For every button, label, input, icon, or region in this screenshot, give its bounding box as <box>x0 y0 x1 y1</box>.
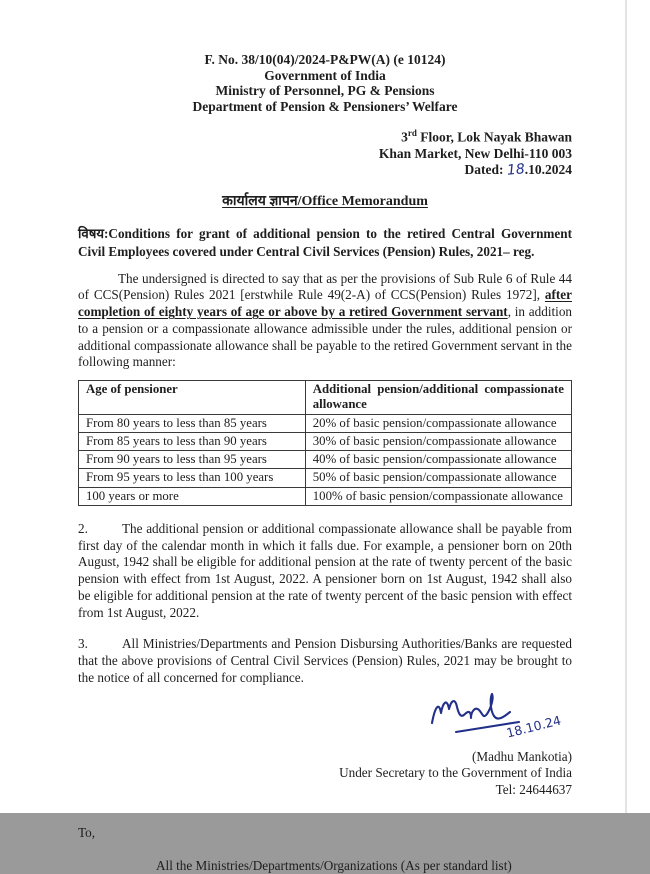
scan-edge-artifact <box>625 0 627 813</box>
handwritten-date-day: 18 <box>506 160 526 179</box>
dated-rest: .10.2024 <box>524 161 572 177</box>
age-range-cell: 100 years or more <box>79 487 306 505</box>
paragraph-2 <box>78 521 572 622</box>
paragraph-1-before: The undersigned is directed to say that as per the provisions of Sub Rule 6 of Rule 44 of CCS(Pension) Rules 2021 [erstwhile Rule 49(2-A) of CCS(Pension) Rules 1972], <box>78 270 572 303</box>
paragraph-1 <box>78 271 572 372</box>
distribution-block <box>78 824 572 874</box>
signatory-designation: Under Secretary to the Government of India <box>339 765 572 781</box>
org-line-ministry: Ministry of Personnel, PG & Pensions <box>215 83 435 98</box>
table-row <box>79 414 572 432</box>
paragraph-2-text: The additional pension or additional compassionate allowance shall be payable from first day of the calendar month in which it falls due. For example, a pensioner born on 20th August, 1942 shall be eligible for additional pension at the rate of twenty percent of the basic pension with effect from 1st August, 2022. A pensioner born on 1st August, 1942 shall also be eligible for additional pension at the rate of twenty percent of the basic pension with effect from 1st August, 2022. <box>78 520 572 620</box>
handwritten-signature <box>78 689 570 749</box>
recipient-line: All the Ministries/Departments/Organizations (As per standard list) <box>156 858 512 874</box>
column-header-age: Age of pensioner <box>79 381 306 414</box>
table-row <box>79 451 572 469</box>
paragraph-3-text: All Ministries/Departments and Pension Disbursing Authorities/Banks are requested that the above provisions of Central Civil Services (Pension) Rules, 2021 may be brought to the notice of all concerned for compliance. <box>78 636 572 686</box>
age-range-cell: From 95 years to less than 100 years <box>79 469 306 487</box>
subject-label: विषय: <box>78 225 109 241</box>
address-line-floor <box>78 125 572 146</box>
building-name: Floor, Lok Nayak Bhawan <box>416 129 572 145</box>
letterhead <box>78 52 572 114</box>
handwritten-signature-date: 18.10.24 <box>505 712 563 741</box>
paragraph-3-number: 3. <box>78 636 88 652</box>
age-range-cell: From 90 years to less than 95 years <box>79 451 306 469</box>
signatory-name: (Madhu Mankotia) <box>472 748 572 764</box>
column-header-allowance: Additional pension/additional compassionate allowance <box>305 381 571 414</box>
age-range-cell: From 85 years to less than 90 years <box>79 432 306 450</box>
allowance-cell: 100% of basic pension/compassionate allowance <box>305 487 571 505</box>
dated-line <box>78 162 572 178</box>
file-number: F. No. 38/10(04)/2024-P&PW(A) (e 10124) <box>204 52 446 67</box>
memo-title <box>78 191 572 210</box>
memo-title-text: कार्यालय ज्ञापन/Office Memorandum <box>222 193 428 209</box>
address-line-city: Khan Market, New Delhi-110 003 <box>378 145 572 161</box>
pension-rates-table <box>78 380 572 505</box>
org-line-department: Department of Pension & Pensioners’ Welfare <box>192 98 458 114</box>
age-range-cell: From 80 years to less than 85 years <box>79 414 306 432</box>
table-row <box>79 432 572 450</box>
table-header-row <box>79 381 572 414</box>
floor-number: 3 <box>401 129 408 145</box>
signatory-telephone: Tel: 24644637 <box>495 781 572 797</box>
signature-block <box>78 689 572 799</box>
to-label: To, <box>78 825 96 841</box>
paragraph-1-emphasis: after completion of eighty years of age or above by a retired Government servant <box>78 287 572 320</box>
subject-text: Conditions for grant of additional pension to the retired Central Government Civil Employees covered under Central Civil Services (Pension) Rules, 2021– reg. <box>78 225 572 259</box>
org-line-government: Government of India <box>264 67 386 83</box>
subject-line <box>78 225 572 261</box>
paragraph-3 <box>78 636 572 686</box>
paragraph-2-number: 2. <box>78 520 88 536</box>
allowance-cell: 50% of basic pension/compassionate allowance <box>305 469 571 487</box>
table-row <box>79 469 572 487</box>
table-row <box>79 487 572 505</box>
allowance-cell: 30% of basic pension/compassionate allowance <box>305 432 571 450</box>
dated-label: Dated: <box>464 161 507 177</box>
address-block <box>78 125 572 178</box>
allowance-cell: 20% of basic pension/compassionate allowance <box>305 414 571 432</box>
paragraph-1-after: , in addition to a pension or a compassionate allowance admissible under the rules, additional pension or additional compassionate allowance shall be payable to the retired Government servant in the following manner: <box>78 304 573 370</box>
floor-ordinal: rd <box>407 128 417 138</box>
allowance-cell: 40% of basic pension/compassionate allowance <box>305 451 571 469</box>
